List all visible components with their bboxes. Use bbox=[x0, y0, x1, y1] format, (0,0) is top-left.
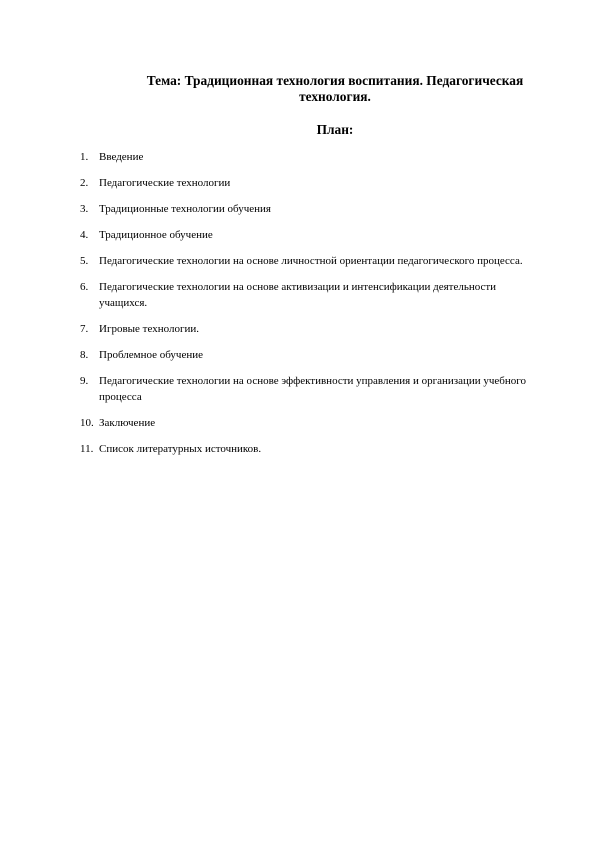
list-item-number: 8. bbox=[80, 349, 89, 362]
list-item-number: 5. bbox=[80, 255, 89, 268]
list-item bbox=[80, 416, 540, 432]
list-item-text: Игровые технологии. bbox=[99, 323, 199, 336]
list-item bbox=[80, 176, 540, 192]
list-item-text: Педагогические технологии на основе эффективности управления и организации учебного процесса bbox=[99, 375, 527, 403]
list-item bbox=[80, 322, 540, 338]
list-item-text: Педагогические технологии на основе личностной ориентации педагогического процесса. bbox=[99, 255, 523, 268]
list-item bbox=[80, 254, 540, 270]
list-item bbox=[80, 280, 540, 311]
list-item-number: 3. bbox=[80, 203, 89, 216]
plan-heading: План: bbox=[316, 122, 354, 137]
list-item-text: Список литературных источников. bbox=[99, 442, 262, 455]
list-item-number: 4. bbox=[80, 229, 89, 242]
list-item bbox=[80, 374, 540, 405]
list-item-number: 10. bbox=[80, 416, 94, 429]
list-item-text: Традиционные технологии обучения bbox=[99, 203, 271, 216]
list-item-text: Проблемное обучение bbox=[99, 349, 204, 362]
list-item-text: Традиционное обучение bbox=[99, 229, 213, 242]
list-item bbox=[80, 348, 540, 364]
document-title: Тема: Традиционная технология воспитания. Педагогическая технология. bbox=[146, 73, 524, 104]
list-item-number: 11. bbox=[80, 442, 94, 455]
list-item-text: Педагогические технологии bbox=[99, 177, 231, 190]
list-item-text: Заключение bbox=[99, 416, 156, 429]
list-item-number: 7. bbox=[80, 323, 89, 336]
list-item-number: 2. bbox=[80, 177, 89, 190]
list-item-text: Введение bbox=[99, 151, 144, 163]
list-item bbox=[80, 202, 540, 218]
list-item-text: Педагогические технологии на основе активизации и интенсификации деятельности учащихся. bbox=[99, 281, 497, 309]
list-item-number: 6. bbox=[80, 281, 89, 294]
list-item-number: 1. bbox=[80, 151, 89, 163]
list-item-number: 9. bbox=[80, 375, 89, 388]
plan-list bbox=[80, 150, 540, 468]
list-item bbox=[80, 442, 540, 458]
list-item bbox=[80, 228, 540, 244]
list-item bbox=[80, 150, 540, 166]
